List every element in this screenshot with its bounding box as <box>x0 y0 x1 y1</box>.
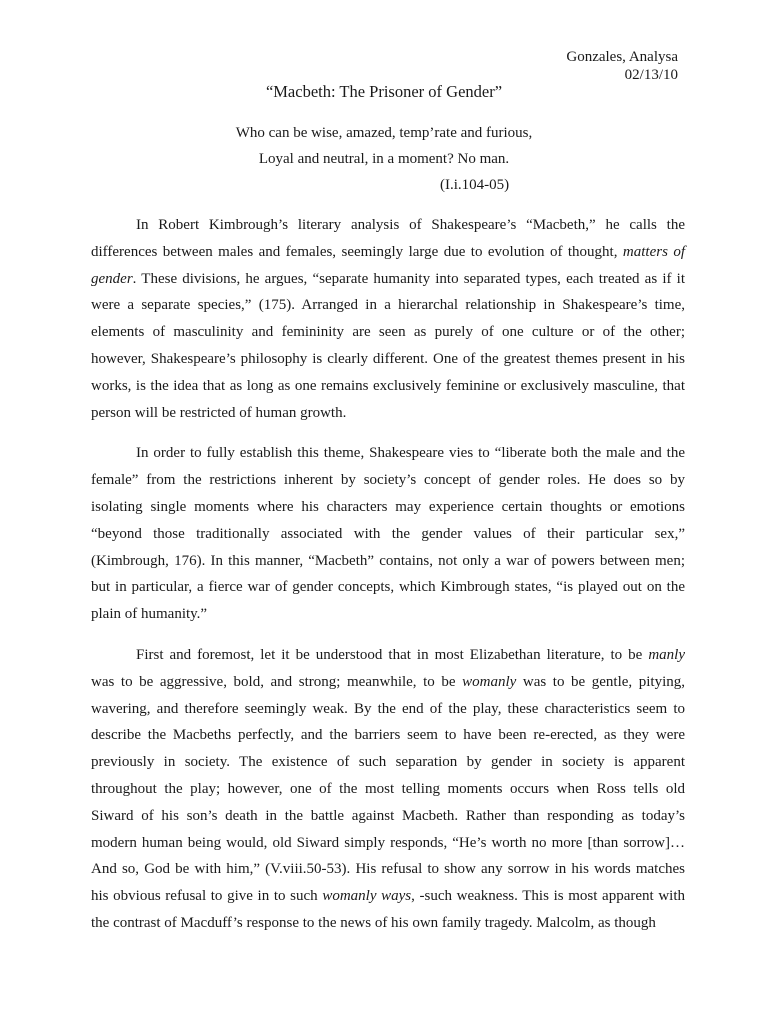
epigraph <box>0 120 768 198</box>
author-name: Gonzales, Analysa <box>566 49 678 65</box>
paragraph-3 <box>91 642 685 937</box>
paragraph-1 <box>91 212 685 426</box>
epigraph-line-1: Who can be wise, amazed, temp’rate and furious, <box>235 125 533 141</box>
text-line: “beyond those traditionally associated with the gender values of their particular sex,” <box>91 525 685 542</box>
text-line: person will be restricted of human growth. <box>91 404 347 421</box>
epigraph-citation: (I.i.104-05) <box>440 177 510 193</box>
text-line: however, Shakespeare’s philosophy is clearly different. One of the greatest themes present in his <box>91 350 685 367</box>
text-line: previously in society. The existence of such separation by gender in society is apparent <box>91 754 685 771</box>
text-line: were a separate species,” (175). Arranged in a hierarchal relationship in Shakespeare’s time, <box>91 297 685 314</box>
text-line: his obvious refusal to give in to such womanly ways, -such weakness. This is most apparent with <box>91 888 685 905</box>
text-line: (Kimbrough, 176). In this manner, “Macbeth” contains, not only a war of powers between men; <box>91 552 685 569</box>
text-line: elements of masculinity and femininity are seen as purely of one culture or of the other; <box>91 324 685 341</box>
text-line: differences between males and females, seemingly large due to evolution of thought, matters of <box>91 243 685 260</box>
text-line: throughout the play; however, one of the most telling moments occurs when Ross tells old <box>91 780 685 797</box>
text-line: the contrast of Macduff’s response to the news of his own family tragedy. Malcolm, as though <box>91 914 656 931</box>
essay-body <box>91 212 685 951</box>
text-line: In order to fully establish this theme, Shakespeare vies to “liberate both the male and the <box>136 445 685 462</box>
text-line: was to be aggressive, bold, and strong; meanwhile, to be womanly was to be gentle, pitying, <box>91 673 685 690</box>
epigraph-line-2: Loyal and neutral, in a moment? No man. <box>258 151 510 167</box>
author-header <box>566 48 678 84</box>
text-line: wavering, and therefore seemingly weak. By the end of the play, these characteristics seem to <box>91 700 685 717</box>
text-line: In Robert Kimbrough’s literary analysis of Shakespeare’s “Macbeth,” he calls the <box>136 217 685 233</box>
text-line: works, is the idea that as long as one remains exclusively feminine or exclusively masculine, that <box>91 377 685 394</box>
text-line: female” from the restrictions inherent by society’s concept of gender roles. He does so by <box>91 472 685 489</box>
text-line: First and foremost, let it be understood that in most Elizabethan literature, to be manly <box>136 646 685 663</box>
text-line: isolating single moments where his characters may experience certain thoughts or emotions <box>91 498 685 515</box>
essay-title: “Macbeth: The Prisoner of Gender” <box>265 82 503 101</box>
text-line: modern human being would, old Siward simply responds, “He’s worth no more [than sorrow]… <box>91 834 685 851</box>
text-line: And so, God be with him,” (V.viii.50-53). His refusal to show any sorrow in his words matches <box>91 861 685 878</box>
text-line: gender. These divisions, he argues, “separate humanity into separated types, each treated as if it <box>91 270 685 287</box>
text-line: Siward of his son’s death in the battle against Macbeth. Rather than responding as today’s <box>91 807 685 824</box>
text-line: plain of humanity.” <box>91 606 208 623</box>
essay-date: 02/13/10 <box>624 67 678 83</box>
text-line: describe the Macbeths perfectly, and the barriers seem to have been re-erected, as they were <box>91 727 685 744</box>
text-line: but in particular, a fierce war of gender concepts, which Kimbrough states, “is played out on the <box>91 579 685 596</box>
paragraph-2 <box>91 440 685 628</box>
